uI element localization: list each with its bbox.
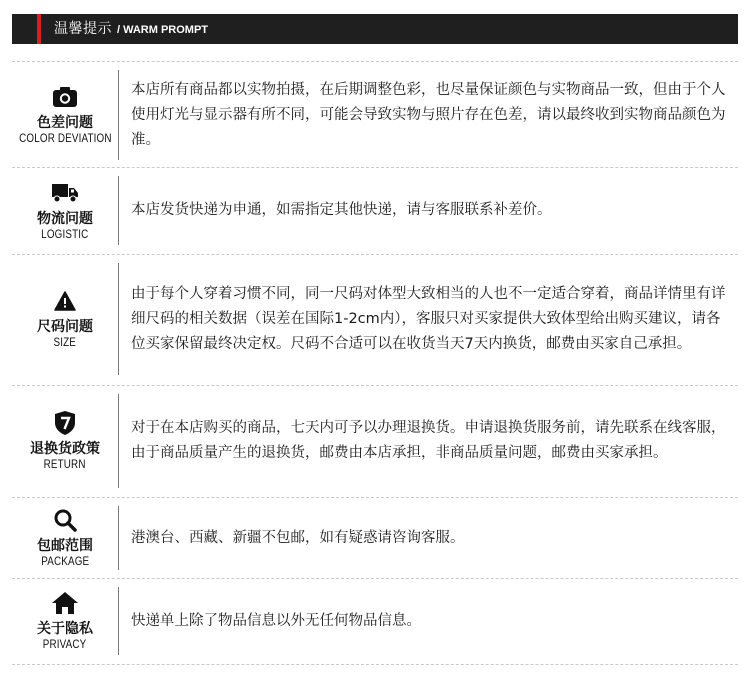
notice-size <box>12 257 738 381</box>
row-divider <box>12 664 738 665</box>
vertical-separator <box>118 587 119 655</box>
notice-label <box>12 257 118 381</box>
notice-text: 快递单上除了物品信息以外无任何物品信息。 <box>131 612 421 629</box>
notice-label-en: PACKAGE <box>41 554 89 568</box>
vertical-separator <box>118 394 119 488</box>
header-title <box>54 14 208 45</box>
row-divider <box>12 61 738 62</box>
notice-label-en: SIZE <box>53 335 77 349</box>
row-divider <box>12 497 738 498</box>
vertical-separator <box>118 176 119 245</box>
vertical-separator <box>118 506 119 570</box>
notice-label <box>12 500 118 576</box>
notice-label-cn: 退换货政策 <box>30 441 100 457</box>
notice-label <box>12 388 118 494</box>
notice-color-deviation <box>12 64 738 166</box>
notice-return <box>12 388 738 494</box>
notice-label-en: COLOR DEVIATION <box>18 131 112 145</box>
notice-label <box>12 581 118 661</box>
notice-label-cn: 包邮范围 <box>37 538 93 554</box>
search-icon <box>52 508 78 532</box>
row-divider <box>12 578 738 579</box>
notice-text: 对于在本店购买的商品，七天内可予以办理退换货。申请退换货服务前，请先联系在线客服，由于商品质量产生的退换货，邮费由本店承担，非商品质量问题，邮费由买家承担。 <box>131 420 726 461</box>
row-divider <box>12 254 738 255</box>
header-accent-bar <box>37 14 41 44</box>
camera-icon <box>52 85 78 109</box>
notice-logistic <box>12 170 738 251</box>
notice-text: 港澳台、西藏、新疆不包邮，如有疑惑请咨询客服。 <box>131 529 465 546</box>
notice-label-en: RETURN <box>43 457 86 471</box>
notice-label-cn: 色差问题 <box>37 115 93 131</box>
notice-package <box>12 500 738 576</box>
notice-text: 由于每个人穿着习惯不同，同一尺码对体型大致相当的人也不一定适合穿着，商品详情里有详细尺码的相关数据（误差在国际1-2cm内），客服只对买家提供大致体型给出购买建议，请各位买家保留最终决定权。尺码不合适可以在收货当天7天内换货，邮费由买家自己承担。 <box>131 285 726 352</box>
notice-label <box>12 170 118 251</box>
notice-label-en: LOGISTIC <box>41 226 89 241</box>
notice-label-cn: 关于隐私 <box>37 621 93 637</box>
header-title-en: / WARM PROMPT <box>116 24 209 36</box>
warm-prompt-header <box>12 14 738 44</box>
warning-icon <box>52 289 78 313</box>
notice-label <box>12 64 118 166</box>
header-title-cn: 温馨提示 <box>54 21 112 37</box>
seven-day-shield-icon <box>52 411 78 435</box>
row-divider <box>12 385 738 386</box>
home-icon <box>52 591 78 615</box>
truck-icon <box>52 181 78 205</box>
vertical-separator <box>118 263 119 375</box>
notice-label-cn: 物流问题 <box>37 210 93 227</box>
notice-privacy <box>12 581 738 661</box>
notice-label-en: PRIVACY <box>43 637 87 651</box>
notice-text: 本店发货快递为申通，如需指定其他快递，请与客服联系补差价。 <box>131 202 552 218</box>
row-divider <box>12 167 738 168</box>
notice-label-cn: 尺码问题 <box>37 319 93 335</box>
vertical-separator <box>118 70 119 160</box>
notice-text: 本店所有商品都以实物拍摄，在后期调整色彩，也尽量保证颜色与实物商品一致，但由于个人使用灯光与显示器有所不同，可能会导致实物与照片存在色差，请以最终收到实物商品颜色为准。 <box>131 81 726 148</box>
